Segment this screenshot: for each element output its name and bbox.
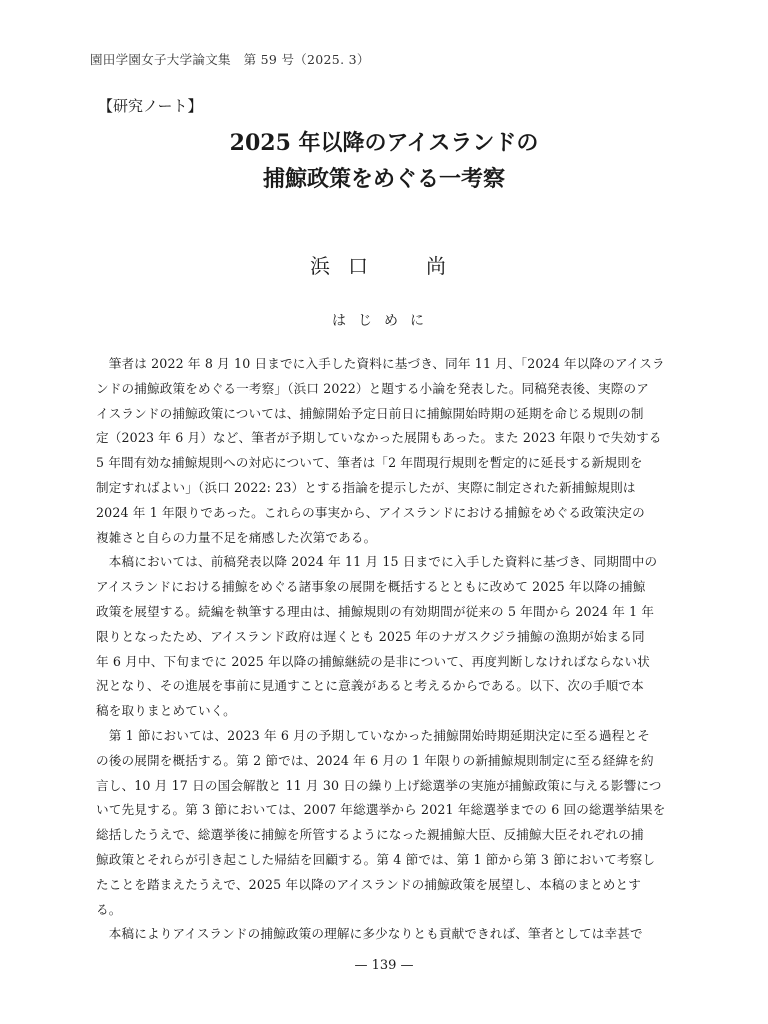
body-line: る。 (96, 901, 122, 917)
journal-header: 園田学園女子大学論文集 第 59 号（2025. 3） (90, 52, 370, 67)
author-family-name-1: 浜 (310, 254, 330, 278)
body-line: 第 1 節においては、2023 年 6 月の予期していなかった捕鯨開始時期延期決定に至る過程とそ (96, 727, 651, 743)
section-heading: はじめに (332, 313, 436, 329)
body-line: いて先見する。第 3 節においては、2007 年総選挙から 2021 年総選挙までの 6 回の総選挙結果を (96, 802, 666, 818)
body-line: たことを踏まえたうえで、2025 年以降のアイスランドの捕鯨政策を展望し、本稿のまとめとす (96, 876, 642, 892)
article-category: 【研究ノート】 (98, 97, 203, 115)
body-line: 限りとなったため、アイスランド政府は遅くとも 2025 年のナガスクジラ捕鯨の漁期が始まる同 (96, 628, 645, 644)
body-line: 複雑さと自らの力量不足を痛感した次第である。 (96, 529, 377, 545)
body-line: 本稿によりアイスランドの捕鯨政策の理解に多少なりとも貢献できれば、筆者としては幸甚で (96, 926, 643, 942)
body-line: 5 年間有効な捕鯨規則への対応について、筆者は「2 年間現行規則を暫定的に延長する新規則を (96, 455, 643, 471)
body-line: 鯨政策とそれらが引き起こした帰結を回顧する。第 4 節では、第 1 節から第 3 節において考察し (96, 851, 656, 867)
body-line: の後の展開を概括する。第 2 節では、2024 年 6 月の 1 年限りの新捕鯨規則制定に至る経緯を約 (96, 752, 654, 768)
author-family-name-2: 口 (348, 254, 368, 278)
author-name (310, 250, 446, 279)
body-line: 2024 年 1 年限りであった。これらの事実から、アイスランドにおける捕鯨をめぐる政策決定の (96, 504, 645, 520)
article-title (0, 125, 768, 197)
body-line: 年 6 月中、下旬までに 2025 年以降の捕鯨継続の是非について、再度判断しなければならない状 (96, 653, 650, 669)
body-line: 制定すればよい」（浜口 2022: 23）とする指論を提示したが、実際に制定された新捕鯨規則は (96, 479, 636, 495)
body-line: 稿を取りまとめていく。 (96, 703, 236, 719)
page-number: — 139 — (354, 958, 414, 973)
body-line: 筆者は 2022 年 8 月 10 日までに入手した資料に基づき、同年 11 月、「2024 年以降のアイスラ (96, 356, 665, 371)
author-given-name: 尚 (426, 254, 446, 278)
body-line: アイスランドにおける捕鯨をめぐる諸事象の展開を概括するとともに改めて 2025 年以降の捕鯨 (96, 579, 646, 595)
body-line: イスランドの捕鯨政策については、捕鯨開始予定日前日に捕鯨開始時期の延期を命じる規則の制 (96, 405, 644, 421)
body-line: 政策を展望する。続編を執筆する理由は、捕鯨規則の有効期間が従来の 5 年間から 2024 年 1 年 (96, 603, 655, 619)
body-text (96, 352, 676, 947)
body-line: ンドの捕鯨政策をめぐる一考察」（浜口 2022）と題する小論を発表した。同稿発表後、実際のア (96, 380, 649, 396)
body-line: 定（2023 年 6 月）など、筆者が予期していなかった展開もあった。また 2023 年限りで失効する (96, 430, 662, 446)
body-line: 言し、10 月 17 日の国会解散と 11 月 30 日の繰り上げ総選挙の実施が捕鯨政策に与える影響につ (96, 777, 662, 793)
body-line: 本稿においては、前稿発表以降 2024 年 11 月 15 日までに入手した資料に基づき、同期間中の (96, 554, 658, 570)
title-line-1: 2025 年以降のアイスランドの (229, 130, 539, 156)
body-line: 総括したうえで、総選挙後に捕鯨を所管するようになった親捕鯨大臣、反捕鯨大臣それぞれの捕 (96, 827, 644, 843)
title-line-2: 捕鯨政策をめぐる一考察 (262, 166, 505, 192)
body-line: 況となり、その進展を事前に見通すことに意義があると考えるからである。以下、次の手順で本 (96, 678, 644, 694)
